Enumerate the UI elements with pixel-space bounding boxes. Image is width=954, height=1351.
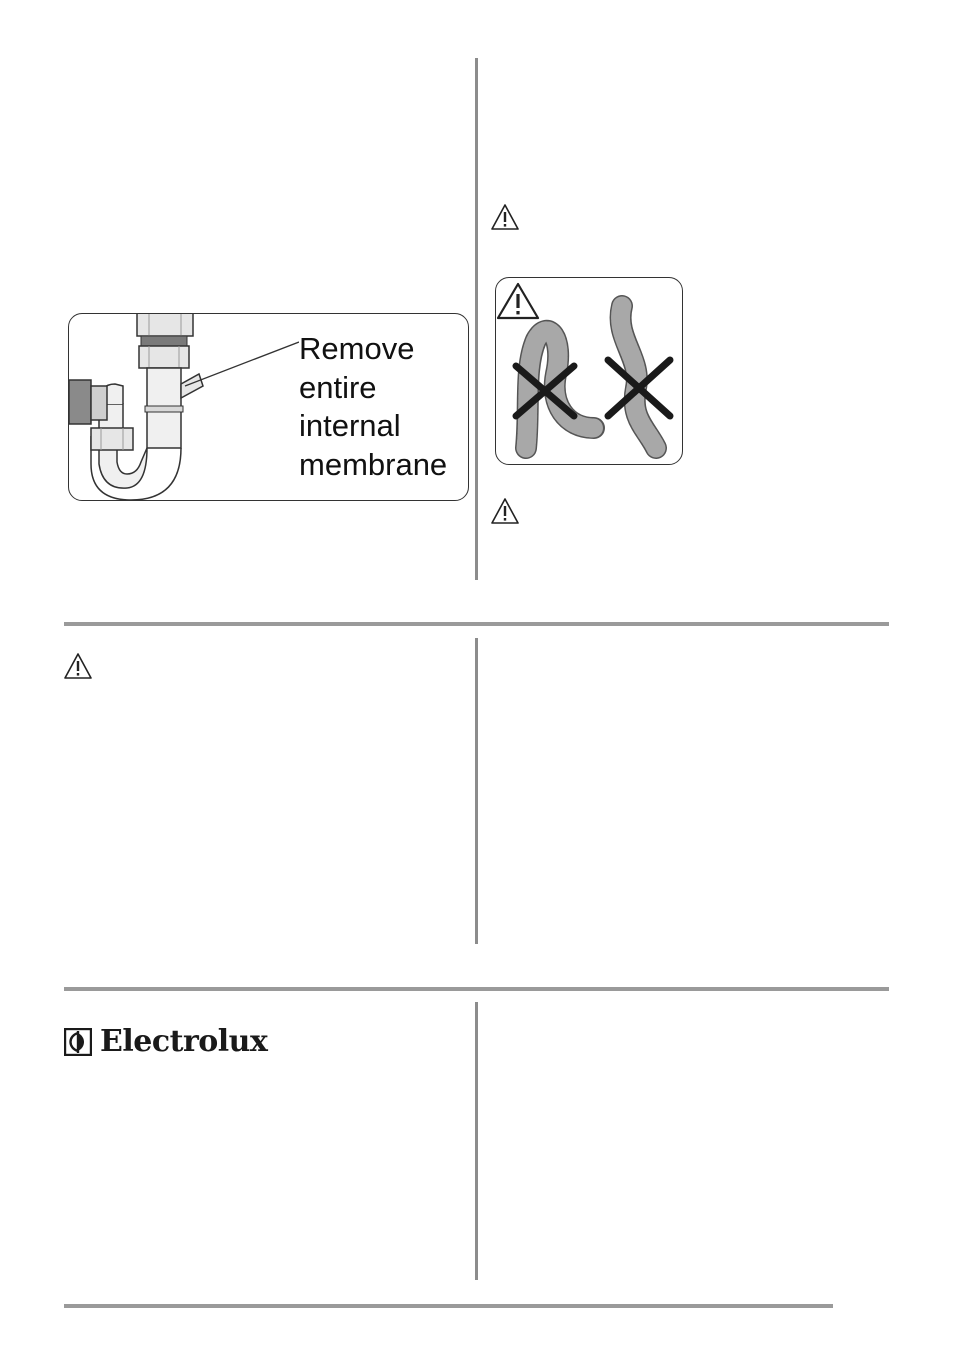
hose-drawing xyxy=(496,278,682,464)
section-separator xyxy=(64,622,889,626)
column-divider xyxy=(475,638,478,944)
warning-triangle-icon xyxy=(490,203,520,231)
hose-kink-figure xyxy=(495,277,683,465)
warning-triangle-icon xyxy=(490,497,520,525)
warning-triangle-icon xyxy=(63,652,93,680)
column-divider xyxy=(475,1002,478,1280)
warning-triangle-icon xyxy=(498,284,538,318)
brand-name: Electrolux xyxy=(100,1024,268,1059)
column-divider xyxy=(475,58,478,580)
callout-line: entire xyxy=(299,369,377,405)
callout-line: Remove xyxy=(299,331,415,366)
callout-line: internal xyxy=(299,408,401,443)
siphon-figure xyxy=(68,313,469,501)
electrolux-logo-icon xyxy=(64,1028,92,1056)
callout-line: membrane xyxy=(299,446,448,482)
siphon-drawing xyxy=(69,314,299,500)
section-separator xyxy=(64,987,889,991)
page-footer-rule xyxy=(64,1304,833,1308)
brand-logo xyxy=(64,1024,267,1059)
callout-text xyxy=(299,330,447,484)
